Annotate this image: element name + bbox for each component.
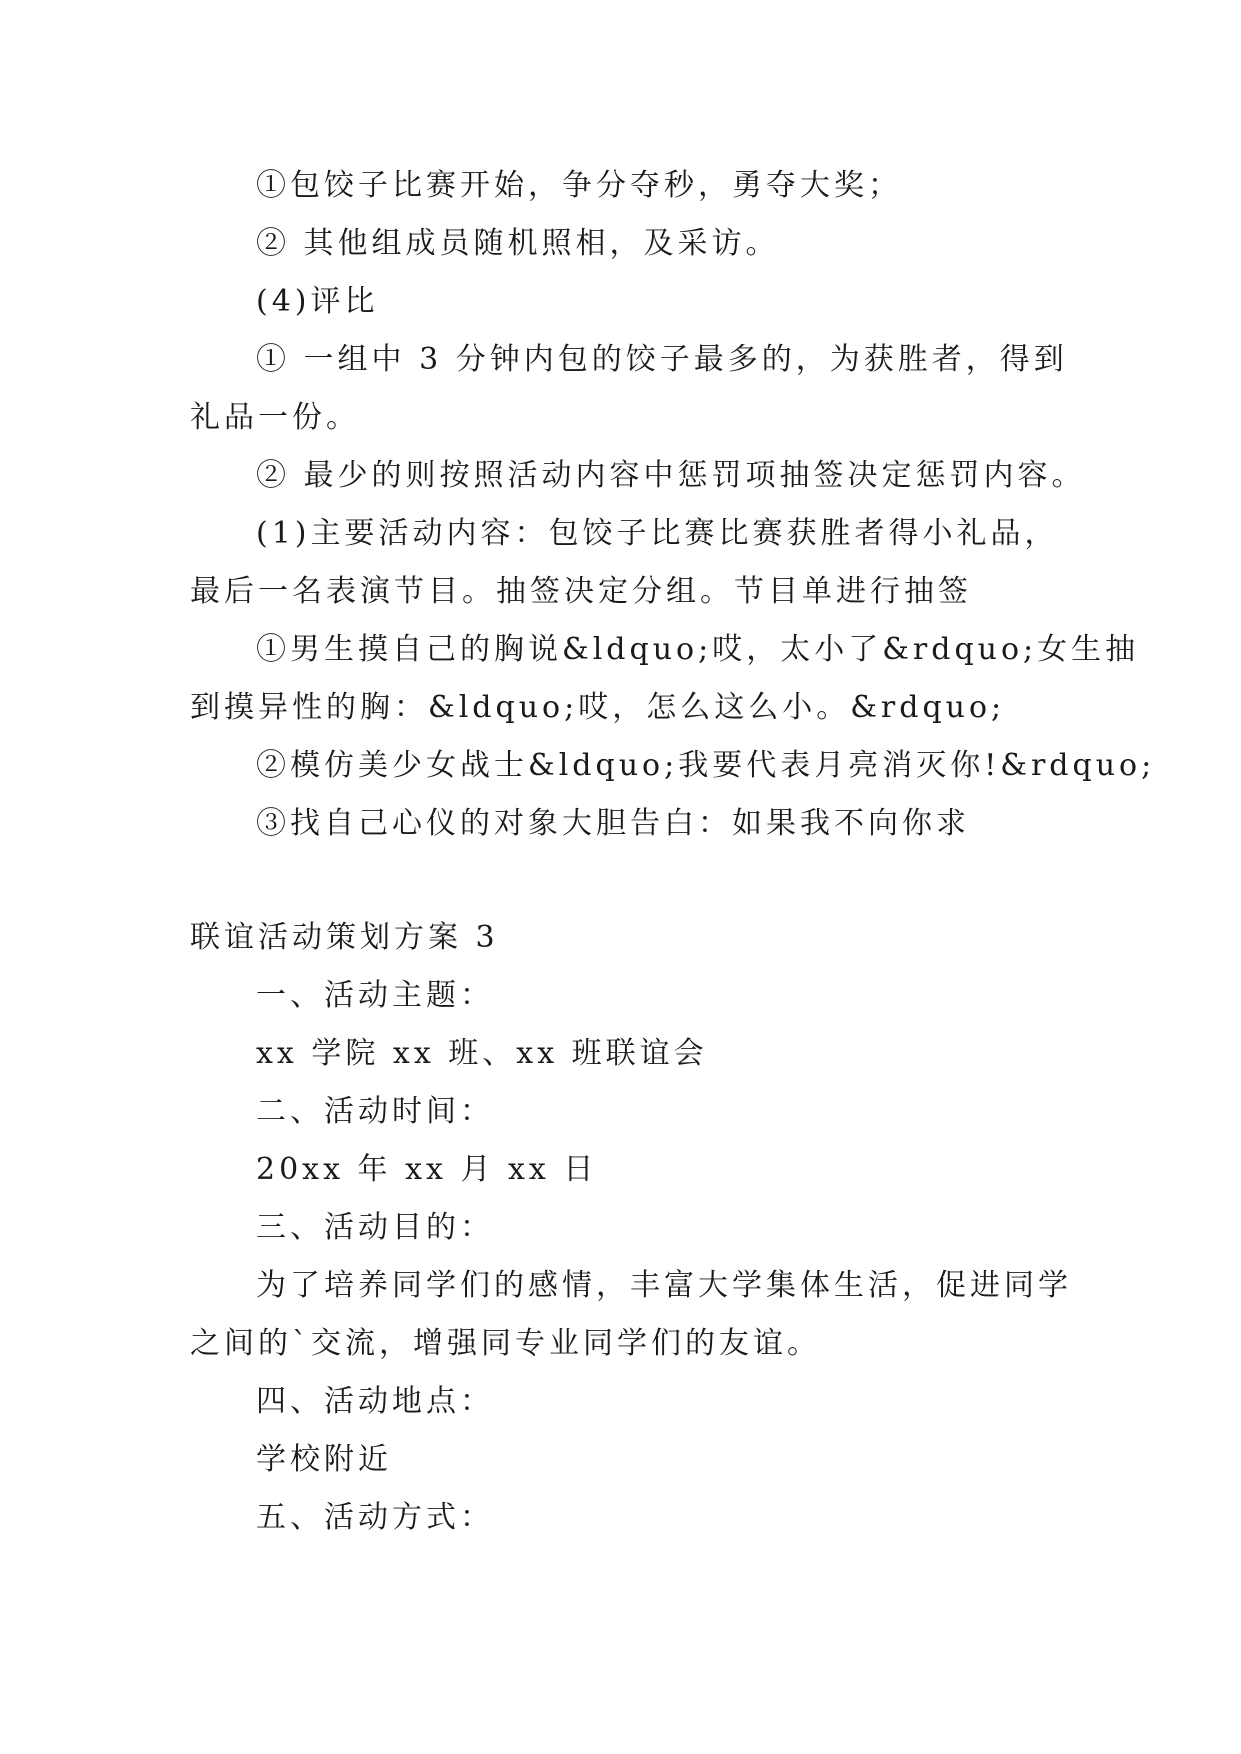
text-line: 最后一名表演节目。抽签决定分组。节目单进行抽签 (190, 574, 972, 609)
text-line: (1)主要活动内容：包饺子比赛比赛获胜者得小礼品， (256, 516, 1059, 551)
text-line: ①男生摸自己的胸说&ldquo;哎，太小了&rdquo;女生抽 (256, 632, 1140, 667)
section-title: 联谊活动策划方案 3 (190, 920, 499, 955)
text-line: ② 最少的则按照活动内容中惩罚项抽签决定惩罚内容。 (256, 458, 1086, 493)
text-line: ①包饺子比赛开始，争分夺秒，勇夺大奖； (256, 168, 902, 203)
text-line: 之间的`交流，增强同专业同学们的友谊。 (190, 1326, 821, 1361)
text-line: 礼品一份。 (190, 400, 360, 435)
text-line: xx 学院 xx 班、xx 班联谊会 (256, 1036, 708, 1071)
text-line: ③找自己心仪的对象大胆告白：如果我不向你求 (256, 806, 970, 841)
text-line: (4)评比 (256, 284, 379, 319)
text-line: 为了培养同学们的感情，丰富大学集体生活，促进同学 (256, 1268, 1072, 1303)
text-line: ②模仿美少女战士&ldquo;我要代表月亮消灭你!&rdquo; (256, 748, 1156, 783)
heading-method: 五、活动方式： (256, 1500, 494, 1535)
heading-time: 二、活动时间： (256, 1094, 494, 1129)
text-line: ① 一组中 3 分钟内包的饺子最多的，为获胜者，得到 (256, 342, 1068, 377)
heading-theme: 一、活动主题： (256, 978, 494, 1013)
text-line: 20xx 年 xx 月 xx 日 (256, 1152, 598, 1187)
text-line: 学校附近 (256, 1442, 392, 1477)
text-line: 到摸异性的胸：&ldquo;哎，怎么这么小。&rdquo; (190, 690, 1006, 725)
text-line: ② 其他组成员随机照相，及采访。 (256, 226, 780, 261)
heading-location: 四、活动地点： (256, 1384, 494, 1419)
heading-purpose: 三、活动目的： (256, 1210, 494, 1245)
